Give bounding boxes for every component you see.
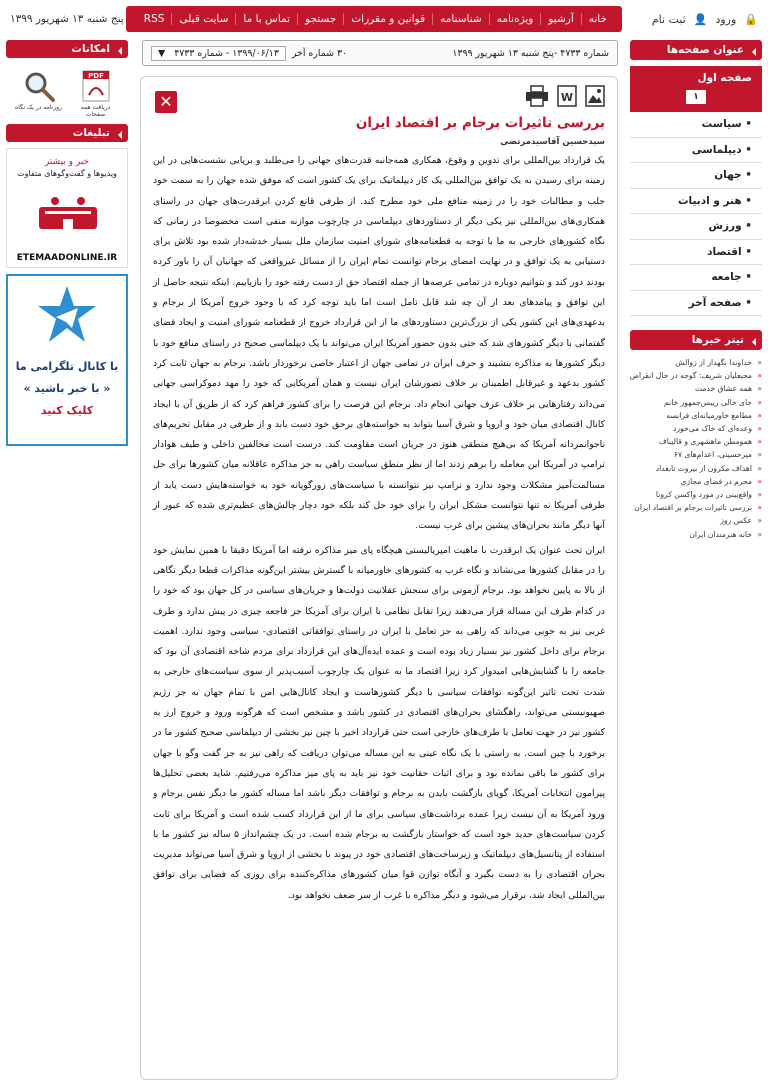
headline-item[interactable]: « بررسی تاثیرات برجام بر اقتصاد ایران [630, 501, 762, 514]
nav-archive[interactable]: آرشیو [540, 13, 580, 25]
chevron-down-icon: ▼ [158, 47, 166, 59]
image-icon[interactable] [585, 85, 605, 111]
headline-item[interactable]: « عکس روز [630, 514, 762, 527]
page-item-art[interactable]: • هنر و ادبیات [630, 189, 762, 215]
magnifier-icon [14, 68, 64, 104]
telegram-ad-banner[interactable] [6, 274, 128, 446]
tools-title: امکانات [71, 43, 110, 55]
headline-item[interactable]: « جای خالی رییس‌جمهور خانم [630, 396, 762, 409]
pages-header [630, 40, 762, 60]
register-link[interactable]: ثبت نام [651, 12, 686, 26]
article-author: سیدحسین آقاسیدمرتضی [500, 137, 605, 147]
article-panel [140, 76, 618, 1080]
article-title: بررسی تاثیرات برجام بر اقتصاد ایران [355, 115, 605, 131]
headline-item[interactable]: « محبعلیان شریف: گوجه در حال انقراض [630, 369, 762, 382]
headline-item[interactable]: « محرم در فضای مجازی [630, 475, 762, 488]
recent-issues-label: ۳۰ شماره آخر [291, 47, 348, 59]
page-item-diplomacy[interactable]: • دیپلماسی [630, 138, 762, 164]
newspaper-glance-tool[interactable] [14, 68, 64, 114]
article-paragraph: یک قرارداد بین‌المللی برای تدوین و وقوع، همکاری همه‌جانبه قدرت‌های جهانی را می‌طلبد و برپایی نشست‌هایی در این زمینه برای رسیدن به یک توافق بین‌المللی یک کار دیپلماتیک برای یک کشور است که موفق شده جهان را به سمت خود جلب و مطالبات خود را در زمینه منافع ملی خود مطرح کند. از طرفی قانع کردن ابرقدرت‌های جهان در راستای همکاری‌های بین‌المللی نیز یکی دیگر از دستاوردهای دیپلماسی در چارچوب موازنه منفی است مخصوصا در زمانی که نگاه کشورهای خارجی به ما با توجه به قطعنامه‌های شورای امنیت سازمان ملل بسیار خدشه‌دار شده بود تلاش برای دستیابی به یک توافق و در نهایت امضای برجام توانست تمام ایران را از مسائل غیرواقعی که جهانیان آن را باور کرده بودند دور کند و بتوانیم دوباره در تمامی عرصه‌ها از جمله اقتصاد حق از دست رفته خود را بازیابیم. اینکه نتیجه حاصل از این توافق و پیامدهای بعد از آن چه شد قابل تامل است اما باید توجه کرد که با وجود خروج آمریکا از برجام و بدعهدی‌های این کشور یکی از بزرگ‌ترین دستاوردهای ما از این قرارداد خروج از قطعنامه شورای امنیت و ایجاد فضای گفتمانی با دیگر کشورهای شد که حتی بدون حضور آمریکا ایران می‌تواند با یک دیپلماسی صحیح در راستای منافع خود با دیگر کشورها به مذاکره بنشیند و حرف ایران در تمامی جهان از اعتبار خاصی برخوردار باشد. برجام به جهان ثابت کرد کشور بدعهد و غیرقابل اطمینان بر خلاف تصورشان ایران نیست و همان آمریکایی که خود را مهد دموکراسی جهانی می‌داند رفتارهایی بر خلاف عرف جهانی انجام داد. برجام این فرصت را برای کشور فراهم کرد که از طریق آن با ایجاد کانال اقتصادی میان خود و اروپا و شرق آسیا بتواند به خواسته‌های برحق خود دست یابد و از طرفی در مقابل تحریم‌های ناجوانمردانه آمریکا که بی‌هیچ منطقی هنوز در جریان است مقاومت کند. درست است مخالفین داخلی و طیف هوادار ترامپ در آمریکا این معامله را برهم زدند اما از نظر منطق سیاست راهی به جز مذاکره عاقلانه میان کشورها برای حل مسالمت‌آمیز مشکلات وجود ندارد و ترامپ نیز نتوانسته با سیاست‌های زورگویانه خود به خواسته‌هایش دست یابد از طرفی آمریکا نه تنها نتوانست مشکل ایران را برای خود حل کند بلکه خود دچار چالش‌های عظیم‌تری شده که عبور از آنها دیگر مانند بحران‌های پیشین برای غرب نیست. [153, 155, 605, 532]
page-item-sport[interactable]: • ورزش [630, 214, 762, 240]
issue-select[interactable] [151, 46, 286, 61]
svg-text:W: W [560, 91, 574, 104]
nav-rules[interactable]: قوانین و مقررات [343, 13, 432, 25]
ad2-line2: « با خبر باشید » [23, 382, 111, 395]
main-nav [126, 6, 622, 32]
issue-info: شماره ۴۷۳۳ -پنج شنبه ۱۳ شهریور ۱۳۹۹ [452, 47, 609, 59]
headline-item[interactable]: « همه عشاق خدمت [630, 382, 762, 395]
article-toolbar [153, 85, 605, 111]
headline-item[interactable]: « خداوندا نگهدار از زوالش [630, 356, 762, 369]
headline-item[interactable]: « اهداف مکرون از بیروت تابغداد [630, 462, 762, 475]
page-number-badge: ۱ [686, 90, 706, 104]
headlines-header [630, 330, 762, 350]
ad2-cta: کلیک کنید [40, 404, 94, 417]
headlines-list [630, 356, 762, 541]
article-body [153, 151, 605, 906]
pdf-icon [71, 68, 121, 104]
issue-bar [142, 40, 618, 66]
headline-item[interactable]: « واقع‌بینی در مورد واکسن کرونا [630, 488, 762, 501]
ad1-line1: خبر و بیشتر [44, 157, 90, 167]
headline-item[interactable]: « مطامع خاورمیانه‌ای فرانسه [630, 409, 762, 422]
ad1-site-url: ETEMAADONLINE.IR [16, 253, 118, 263]
login-area [622, 13, 762, 26]
nav-rss[interactable]: RSS [143, 13, 165, 25]
print-icon[interactable] [525, 85, 549, 111]
user-icon: 👤 [693, 12, 708, 26]
page-item-economy[interactable]: • اقتصاد [630, 240, 762, 266]
nav-contact[interactable]: تماس با ما [235, 13, 297, 25]
tools-box [6, 58, 128, 124]
ads-header [6, 124, 128, 142]
nav-search[interactable]: جستجو [297, 13, 343, 25]
top-bar [6, 6, 762, 32]
lock-icon: 🔒 [744, 12, 758, 26]
ad2-line1: با کانال تلگرامی ما [15, 360, 119, 373]
page-item-politics[interactable]: • سیاست [630, 112, 762, 138]
active-page-label: صفحه اول [697, 72, 752, 84]
headline-item[interactable]: « میرحسینی، اعدام‌های ۶۷ [630, 448, 762, 461]
word-icon[interactable] [557, 85, 577, 111]
nav-about[interactable]: شناسنامه [432, 13, 489, 25]
ads-title: تبلیغات [72, 127, 110, 139]
pages-list [630, 66, 762, 316]
right-sidebar [630, 40, 762, 541]
ad1-line2: ویدیوها و گفت‌وگوهای متفاوت [17, 169, 117, 178]
nav-home[interactable]: خانه [581, 13, 614, 25]
telegram-icon [34, 284, 100, 350]
nav-old-site[interactable]: سایت قبلی [171, 13, 235, 25]
headlines-title: تیتر خبرها [691, 334, 744, 346]
page-item-society[interactable]: • جامعه [630, 265, 762, 291]
login-link[interactable]: ورود [715, 12, 737, 26]
issue-select-value: ۱۳۹۹/۰۶/۱۳ - شماره ۴۷۳۳ [174, 47, 279, 59]
pages-title: عنوان صفحه‌ها [666, 44, 744, 56]
top-date: پنج شنبه ۱۳ شهریور ۱۳۹۹ [10, 13, 124, 25]
article-paragraph: ایران تحت عنوان یک ابرقدرت با ماهیت امپریالیستی هیچگاه پای میز مذاکره نرفته اما آمریکا دقیقا با همین نمایش خود را در مقابل کشورها می‌نشاند و نگاه غرب به کشورهای خاورمیانه با گسترش بیشتر این‌گونه مذاکرات قطعا دیگر نگاهی از بالا به پایین نخواهد بود. برجام آزمونی برای سنجش عقلانیت دولت‌ها و جریان‌های سیاسی در کل جهان بود که خود را در کدام طرف این مساله قرار می‌دهند زیرا تقابل نظامی با ایران برای آمریکا جز فاجعه چیزی در پیش ندارد و طرف غربی نیز به خوبی می‌داند که راهی به جز تعامل با ایران در راستای توافقاتی اقتصادی- سیاسی وجود ندارد. اهمیت برجام برای داخل کشور نیز بسیار زیاد بوده است و عمده ایده‌آل‌های این قرارداد برای مردم شاخه اقتصادی آن بود که جامعه را با گشایش‌هایی امیدوار کرد زیرا اقتصاد ما به عنوان یک چارچوب آسیب‌پذیر از سوی سیاست‌های خارجی به شدت تحت تاثیر این‌گونه توافقات سیاسی با دیگر کشورهاست و ایجاد کانال‌هایی امن با تمام جهان به جز رژیم صهیونیستی می‌تواند، راهگشای بحران‌های اقتصادی در کشور باشد و مشخص است که هرگونه ورود و خروج ارز به کشور نیز در جهت تعامل با طرف‌های خارجی است حتی قرارداد اخیر با چین نیز بخشی از دیپلماسی صحیح کشور ما در برخورد با چین است. به راستی با یک نگاه عینی به این مساله می‌توان دریافت که راهی نیز به جز گفت وگو با جهان برای کشور ما باقی نمانده بود و برای اثبات حقانیت خود نیز باید به پای میز مذاکره می‌رفتیم. شاید بعضی تحلیل‌ها پیرامون انتخابات آمریکا، گویای بازگشت بایدن به برجام و توافقات دیگر باشد اما مساله کشور ما دیگر نفس برجام و ورود آمریکا به آن نیست زیرا عمده برداشت‌های سیاسی برای ما از این قرارداد کسب شده است و آمریکا برای ثابت کردن سیاست‌های جدید خود است که خواستار بازگشت به برجام شده است. در یک چشم‌انداز ۵ ساله نیز کشور ما با استفاده از پتانسیل‌های دیپلماتیک و زیرساخت‌های اقتصادی خود در پیوند با بخشی از اروپا و شرق آسیا می‌تواند مدیریت بحران اقتصادی را به دست بگیرد و آنگاه توازن قوا میان کشورهای مذاکره‌کننده برای روزی که فضایی برای توافق بین‌المللی ایجاد شد، برقرار می‌شود و دیگر مذاکره با غرب از سر ضعف نخواهد بود. [153, 544, 605, 901]
etemaad-logo-icon [35, 193, 101, 237]
newspaper-glance-label: روزنامه در یک نگاه [15, 104, 62, 111]
etemaad-ad-banner[interactable] [6, 148, 128, 268]
close-button[interactable]: ✕ [155, 91, 177, 113]
page-item-world[interactable]: • جهان [630, 163, 762, 189]
issue-selector [151, 46, 347, 61]
page-item-last[interactable]: • صفحه آخر [630, 291, 762, 317]
nav-special[interactable]: ویژه‌نامه [489, 13, 541, 25]
page-item-active[interactable] [630, 66, 762, 112]
left-sidebar [6, 40, 128, 446]
headline-item[interactable]: « وعده‌ای که خاک می‌خورد [630, 422, 762, 435]
headline-item[interactable]: « همومطن ماهشهری و قالیباف [630, 435, 762, 448]
tools-header [6, 40, 128, 58]
pdf-download-label: دریافت همه صفحات [80, 104, 111, 118]
pdf-download-tool[interactable] [71, 68, 121, 118]
svg-text:PDF: PDF [87, 72, 104, 80]
headline-item[interactable]: « خانه هنرمندان ایران [630, 528, 762, 541]
